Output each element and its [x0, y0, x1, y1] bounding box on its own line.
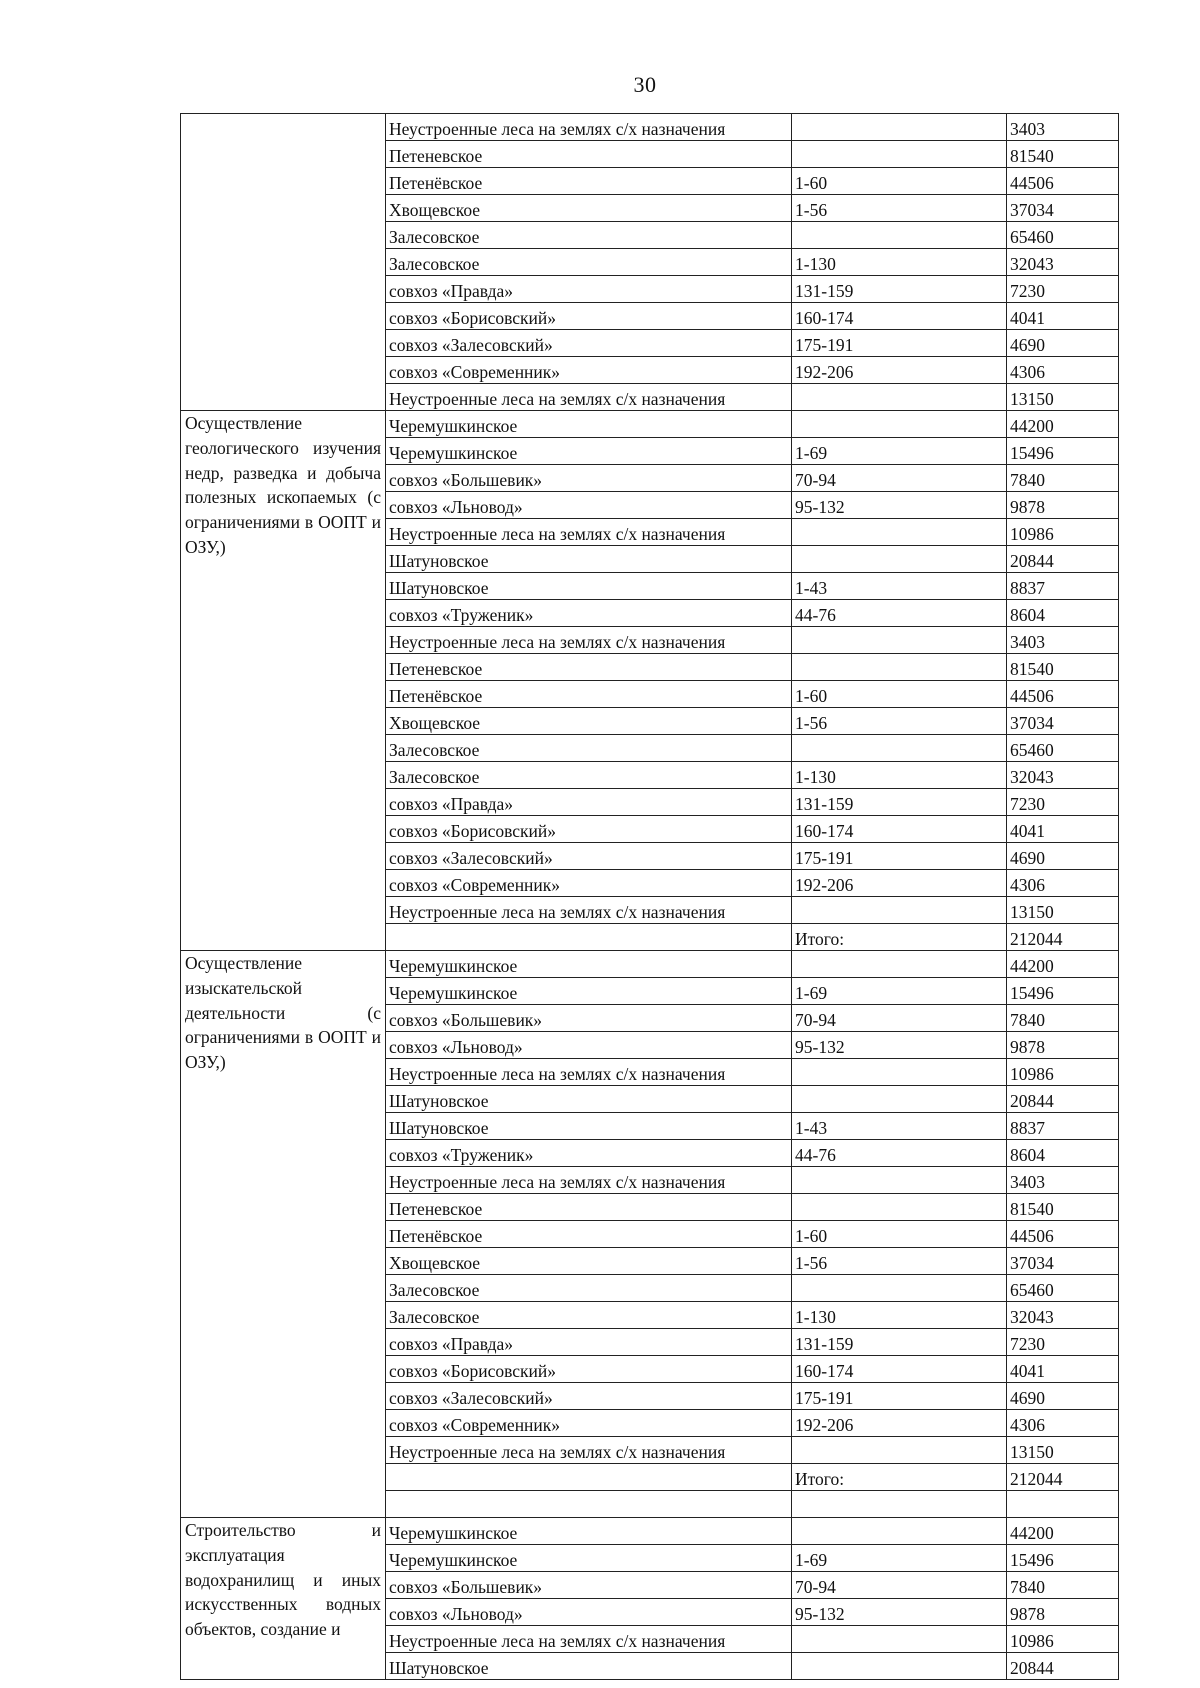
forestry-name-cell: Залесовское [386, 249, 792, 276]
forestry-name-cell: Шатуновское [386, 1086, 792, 1113]
quarter-range-cell [792, 1059, 1007, 1086]
area-cell: 32043 [1007, 762, 1119, 789]
quarter-range-cell: 175-191 [792, 330, 1007, 357]
area-cell: 7230 [1007, 276, 1119, 303]
forestry-name-cell: совхоз «Льновод» [386, 1032, 792, 1059]
area-cell: 8837 [1007, 1113, 1119, 1140]
forestry-name-cell: совхоз «Труженик» [386, 600, 792, 627]
forestry-name-cell: совхоз «Большевик» [386, 1572, 792, 1599]
forestry-name-cell: Черемушкинское [386, 1518, 792, 1545]
area-cell: 81540 [1007, 141, 1119, 168]
forestry-name-cell: Неустроенные леса на землях с/х назначения [386, 519, 792, 546]
forestry-name-cell: Хвощевское [386, 708, 792, 735]
quarter-range-cell: 44-76 [792, 1140, 1007, 1167]
forestry-name-cell: совхоз «Борисовский» [386, 1356, 792, 1383]
quarter-range-cell: 70-94 [792, 1005, 1007, 1032]
quarter-range-cell [792, 1275, 1007, 1302]
area-cell: 20844 [1007, 1086, 1119, 1113]
area-cell: 8604 [1007, 1140, 1119, 1167]
area-cell: 32043 [1007, 249, 1119, 276]
forestry-name-cell [386, 1464, 792, 1491]
area-cell: 44506 [1007, 681, 1119, 708]
area-cell [1007, 1491, 1119, 1518]
forestry-name-cell: совхоз «Труженик» [386, 1140, 792, 1167]
quarter-range-cell [792, 654, 1007, 681]
quarter-range-cell [792, 1086, 1007, 1113]
quarter-range-cell: Итого: [792, 924, 1007, 951]
area-cell: 4690 [1007, 330, 1119, 357]
area-cell: 44506 [1007, 168, 1119, 195]
area-cell: 44200 [1007, 951, 1119, 978]
activity-cell: Строительство и эксплуатация водохранилищ и иных искусственных водных объектов, создание и [181, 1518, 386, 1680]
forestry-name-cell [386, 1491, 792, 1518]
quarter-range-cell: 1-130 [792, 249, 1007, 276]
forestry-name-cell: совхоз «Залесовский» [386, 330, 792, 357]
area-cell: 3403 [1007, 1167, 1119, 1194]
forestry-name-cell: Неустроенные леса на землях с/х назначения [386, 1626, 792, 1653]
quarter-range-cell: 95-132 [792, 492, 1007, 519]
area-cell: 10986 [1007, 1059, 1119, 1086]
quarter-range-cell: 160-174 [792, 303, 1007, 330]
forestry-name-cell: Залесовское [386, 1275, 792, 1302]
area-cell: 13150 [1007, 897, 1119, 924]
forestry-name-cell: Черемушкинское [386, 951, 792, 978]
quarter-range-cell: 1-60 [792, 1221, 1007, 1248]
forestry-name-cell: Залесовское [386, 1302, 792, 1329]
forestry-name-cell: Черемушкинское [386, 411, 792, 438]
area-cell: 4306 [1007, 357, 1119, 384]
forestry-name-cell: совхоз «Льновод» [386, 492, 792, 519]
forestry-name-cell: совхоз «Современник» [386, 1410, 792, 1437]
area-cell: 10986 [1007, 519, 1119, 546]
page-number: 30 [633, 72, 657, 97]
forestry-name-cell: Залесовское [386, 762, 792, 789]
quarter-range-cell: 192-206 [792, 357, 1007, 384]
quarter-range-cell: 1-60 [792, 168, 1007, 195]
quarter-range-cell [792, 1167, 1007, 1194]
quarter-range-cell: 160-174 [792, 816, 1007, 843]
forestry-name-cell: Петенёвское [386, 681, 792, 708]
table-row [181, 411, 1119, 438]
quarter-range-cell [792, 627, 1007, 654]
forestry-name-cell: Шатуновское [386, 573, 792, 600]
quarter-range-cell: 1-43 [792, 573, 1007, 600]
forestry-name-cell: Хвощевское [386, 1248, 792, 1275]
forestry-name-cell: Петенёвское [386, 1221, 792, 1248]
quarter-range-cell: 95-132 [792, 1032, 1007, 1059]
forestry-name-cell: совхоз «Залесовский» [386, 843, 792, 870]
forestry-name-cell: Неустроенные леса на землях с/х назначения [386, 1167, 792, 1194]
forestry-name-cell: Петеневское [386, 141, 792, 168]
area-cell: 13150 [1007, 384, 1119, 411]
area-cell: 81540 [1007, 1194, 1119, 1221]
area-cell: 81540 [1007, 654, 1119, 681]
area-cell: 20844 [1007, 1653, 1119, 1680]
forestry-name-cell: Петеневское [386, 654, 792, 681]
table-row [181, 951, 1119, 978]
table-body [181, 114, 1119, 1680]
area-cell: 13150 [1007, 1437, 1119, 1464]
area-cell: 7230 [1007, 1329, 1119, 1356]
forestry-name-cell: совхоз «Современник» [386, 357, 792, 384]
forestry-name-cell: совхоз «Большевик» [386, 465, 792, 492]
quarter-range-cell: 70-94 [792, 465, 1007, 492]
area-cell: 4690 [1007, 843, 1119, 870]
area-cell: 44200 [1007, 411, 1119, 438]
area-cell: 10986 [1007, 1626, 1119, 1653]
forestry-name-cell: совхоз «Правда» [386, 276, 792, 303]
area-cell: 7840 [1007, 1005, 1119, 1032]
area-cell: 15496 [1007, 438, 1119, 465]
quarter-range-cell [792, 411, 1007, 438]
forestry-name-cell: Неустроенные леса на землях с/х назначения [386, 627, 792, 654]
forestry-name-cell: совхоз «Большевик» [386, 1005, 792, 1032]
quarter-range-cell: 1-69 [792, 978, 1007, 1005]
quarter-range-cell [792, 1518, 1007, 1545]
quarter-range-cell: 131-159 [792, 276, 1007, 303]
forestry-name-cell: совхоз «Борисовский» [386, 816, 792, 843]
area-cell: 65460 [1007, 735, 1119, 762]
quarter-range-cell [792, 114, 1007, 141]
quarter-range-cell: 131-159 [792, 1329, 1007, 1356]
quarter-range-cell [792, 384, 1007, 411]
area-cell: 4690 [1007, 1383, 1119, 1410]
area-cell: 4041 [1007, 303, 1119, 330]
forestry-name-cell: Неустроенные леса на землях с/х назначения [386, 1437, 792, 1464]
area-cell: 9878 [1007, 1599, 1119, 1626]
table-row [181, 114, 1119, 141]
forestry-name-cell: совхоз «Льновод» [386, 1599, 792, 1626]
quarter-range-cell: Итого: [792, 1464, 1007, 1491]
quarter-range-cell: 131-159 [792, 789, 1007, 816]
quarter-range-cell [792, 897, 1007, 924]
quarter-range-cell: 1-56 [792, 1248, 1007, 1275]
forestry-name-cell: Петенёвское [386, 168, 792, 195]
area-cell: 3403 [1007, 627, 1119, 654]
area-cell: 20844 [1007, 546, 1119, 573]
forestry-name-cell: Неустроенные леса на землях с/х назначения [386, 114, 792, 141]
forestry-name-cell: совхоз «Современник» [386, 870, 792, 897]
quarter-range-cell: 1-130 [792, 762, 1007, 789]
quarter-range-cell: 1-130 [792, 1302, 1007, 1329]
area-cell: 4306 [1007, 870, 1119, 897]
forestry-name-cell: Шатуновское [386, 1653, 792, 1680]
forestry-name-cell: совхоз «Правда» [386, 1329, 792, 1356]
area-cell: 9878 [1007, 1032, 1119, 1059]
area-cell: 212044 [1007, 1464, 1119, 1491]
quarter-range-cell [792, 951, 1007, 978]
quarter-range-cell: 70-94 [792, 1572, 1007, 1599]
forestry-name-cell: Черемушкинское [386, 1545, 792, 1572]
forestry-name-cell: Шатуновское [386, 1113, 792, 1140]
quarter-range-cell [792, 519, 1007, 546]
forestry-name-cell: Петеневское [386, 1194, 792, 1221]
quarter-range-cell [792, 1437, 1007, 1464]
area-cell: 37034 [1007, 1248, 1119, 1275]
quarter-range-cell: 175-191 [792, 843, 1007, 870]
area-cell: 4041 [1007, 1356, 1119, 1383]
activity-cell: Осуществление изыскательской деятельности (с ограничениями в ООПТ и ОЗУ,) [181, 951, 386, 1518]
quarter-range-cell [792, 1194, 1007, 1221]
area-cell: 9878 [1007, 492, 1119, 519]
area-cell: 8837 [1007, 573, 1119, 600]
quarter-range-cell [792, 222, 1007, 249]
quarter-range-cell [792, 735, 1007, 762]
quarter-range-cell [792, 1653, 1007, 1680]
quarter-range-cell: 1-56 [792, 195, 1007, 222]
area-cell: 32043 [1007, 1302, 1119, 1329]
forestry-name-cell: Хвощевское [386, 195, 792, 222]
forestry-name-cell: Черемушкинское [386, 978, 792, 1005]
forestry-name-cell: Неустроенные леса на землях с/х назначения [386, 897, 792, 924]
table-row [181, 1518, 1119, 1545]
area-cell: 7840 [1007, 465, 1119, 492]
area-cell: 15496 [1007, 978, 1119, 1005]
area-cell: 44200 [1007, 1518, 1119, 1545]
quarter-range-cell [792, 141, 1007, 168]
area-cell: 4306 [1007, 1410, 1119, 1437]
quarter-range-cell [792, 1626, 1007, 1653]
area-cell: 4041 [1007, 816, 1119, 843]
quarter-range-cell: 192-206 [792, 1410, 1007, 1437]
quarter-range-cell [792, 546, 1007, 573]
forestry-name-cell [386, 924, 792, 951]
area-cell: 212044 [1007, 924, 1119, 951]
quarter-range-cell: 1-60 [792, 681, 1007, 708]
area-cell: 44506 [1007, 1221, 1119, 1248]
area-cell: 65460 [1007, 1275, 1119, 1302]
area-cell: 65460 [1007, 222, 1119, 249]
forestry-name-cell: совхоз «Борисовский» [386, 303, 792, 330]
area-cell: 7840 [1007, 1572, 1119, 1599]
quarter-range-cell: 95-132 [792, 1599, 1007, 1626]
area-cell: 37034 [1007, 195, 1119, 222]
forestry-name-cell: Черемушкинское [386, 438, 792, 465]
area-cell: 15496 [1007, 1545, 1119, 1572]
forestry-name-cell: Шатуновское [386, 546, 792, 573]
forestry-name-cell: Залесовское [386, 222, 792, 249]
quarter-range-cell: 1-43 [792, 1113, 1007, 1140]
forestry-name-cell: совхоз «Залесовский» [386, 1383, 792, 1410]
forestry-name-cell: Неустроенные леса на землях с/х назначения [386, 384, 792, 411]
quarter-range-cell: 192-206 [792, 870, 1007, 897]
forestry-name-cell: Залесовское [386, 735, 792, 762]
quarter-range-cell [792, 1491, 1007, 1518]
area-cell: 8604 [1007, 600, 1119, 627]
quarter-range-cell: 1-69 [792, 438, 1007, 465]
quarter-range-cell: 1-56 [792, 708, 1007, 735]
area-cell: 3403 [1007, 114, 1119, 141]
area-cell: 7230 [1007, 789, 1119, 816]
activity-cell [181, 114, 386, 411]
forest-table [180, 113, 1119, 1680]
area-cell: 37034 [1007, 708, 1119, 735]
quarter-range-cell: 1-69 [792, 1545, 1007, 1572]
forestry-name-cell: Неустроенные леса на землях с/х назначения [386, 1059, 792, 1086]
quarter-range-cell: 44-76 [792, 600, 1007, 627]
forestry-name-cell: совхоз «Правда» [386, 789, 792, 816]
activity-cell: Осуществление геологического изучения недр, разведка и добыча полезных ископаемых (с ограничениями в ООПТ и ОЗУ,) [181, 411, 386, 951]
quarter-range-cell: 160-174 [792, 1356, 1007, 1383]
quarter-range-cell: 175-191 [792, 1383, 1007, 1410]
